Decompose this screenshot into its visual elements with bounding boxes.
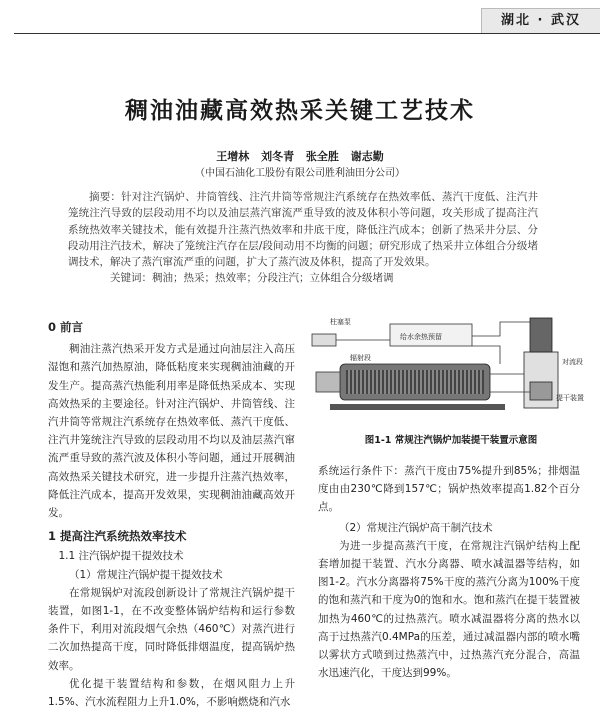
chimney-stack — [530, 318, 552, 352]
label-preheater: 给水余热预留 — [400, 333, 442, 341]
right-paragraph-2: 为进一步提高蒸汽干度，在常规注汽锅炉结构上配套增加提干装置、汽水分离器、喷水减温器等结构，如图1-2。汽水分离器将75%干度的蒸汽分离为100%干度的饱和蒸汽和干度为0的饱和水。饱和蒸汽在提干装置被加热为460℃的过热蒸汽。喷水减温器将分离的热水以高于过热蒸汽0.4MPa的压差，通过减温器内部的喷水嘴以雾状方式喷到过热蒸汽中，过热蒸汽充分混合，高温水迅速汽化，干度达到99%。 — [318, 539, 580, 680]
header-rule — [14, 33, 600, 34]
paper-affiliation: （中国石油化工股份有限公司胜利油田分公司） — [195, 168, 405, 179]
figure-caption: 图1-1 常规注汽锅炉加装提干装置示意图 — [364, 435, 538, 446]
dryer-device — [530, 382, 552, 400]
label-convection: 对流段 — [562, 358, 583, 366]
radiant-tubes — [346, 370, 484, 394]
pipe-preheater-to-radiant — [472, 346, 500, 364]
label-inlet: 柱塞泵 — [330, 318, 351, 326]
section-0-paragraph: 稠油注蒸汽热采开发方式是通过向油层注入高压湿饱和蒸汽加热原油，降低粘度来实现稠油油藏的开发生产。提高蒸汽热能利用率是降低热采成本、实现高效热采的主要途径。针对注汽锅炉、井筒管线、注汽井筒等常规注汽系统存在热效率低、蒸汽干度低、注汽井笼统注汽导致的层段动用不均以及油层蒸汽窜流严重导致的蒸汽波及体积小等问题，通过开展稠油高效热采关键技术研究，进一步提升注蒸汽热效率，降低注汽成本，提高开发效果，实现稠油油藏高效开发。 — [48, 343, 295, 520]
section-0-heading: 0 前言 — [48, 320, 84, 334]
section-1-1-1-paragraph-1: 在常规锅炉对流段创新设计了常规注汽锅炉提干装置，如图1-1，在不改变整体锅炉结构和运行参数条件下，利用对流段烟气余热（460℃）对蒸汽进行二次加热提高干度，同时降低排烟温度，提高锅炉热效率。 — [48, 586, 295, 672]
keywords: 关键词：稠油；热采；热效率；分段注汽；立体组合分级堵调 — [110, 272, 394, 285]
section-1-1-1-paragraph-2: 优化提干装置结构和参数，在烟风阻力上升1.5%、汽水流程阻力上升1.0%，不影响燃烧和汽水 — [48, 677, 295, 709]
paper-authors: 王增林 刘冬青 张全胜 谢志勤 — [216, 150, 384, 163]
plunger-pump-shape — [312, 334, 336, 346]
section-1-1-1-heading: （1）常规注汽锅炉提干提效技术 — [69, 568, 223, 581]
paper-title: 稠油油藏高效热采关键工艺技术 — [125, 98, 475, 124]
section-1-1-heading: 1.1 注汽锅炉提干提效技术 — [58, 550, 184, 563]
page-header — [0, 0, 600, 42]
abstract-block — [68, 189, 538, 287]
boiler-base — [330, 404, 505, 410]
figure-1-1-boiler-diagram — [310, 312, 592, 424]
right-column — [318, 462, 580, 682]
label-radiant: 辐射段 — [350, 354, 371, 362]
left-column — [48, 318, 295, 711]
header-region-tab: 湖北 · 武汉 — [481, 8, 600, 33]
section-1-1-2-heading: （2）常规注汽锅炉高干制汽技术 — [339, 521, 493, 534]
label-dryer: 提干装置 — [556, 394, 584, 402]
right-paragraph-1: 系统运行条件下：蒸汽干度由75%提升到85%；排烟温度由由230℃降到157℃；锅炉热效率提高1.82个百分点。 — [318, 465, 580, 514]
burner — [316, 372, 340, 392]
section-1-heading: 1 提高注汽系统热效率技术 — [48, 529, 187, 544]
abstract-text: 摘要：针对注汽锅炉、井筒管线、注汽井筒等常规注汽系统存在热效率低、蒸汽干度低、注汽井笼统注汽导致的层段动用不均以及油层蒸汽窜流严重导致的波及体积小等问题，攻关形成了提高注汽系统热效率关键技术，能有效提升注蒸汽热效率和井底干度，降低注汽成本；创新了热采井分层、分段动用注汽技术，解决了笼统注汽存在层/段间动用不均衡的问题；研究形成了热采井立体组合分级堵调技术，解决了蒸汽窜流严重的问题，扩大了蒸汽波及体积，提高了开发效果。 — [68, 191, 538, 269]
